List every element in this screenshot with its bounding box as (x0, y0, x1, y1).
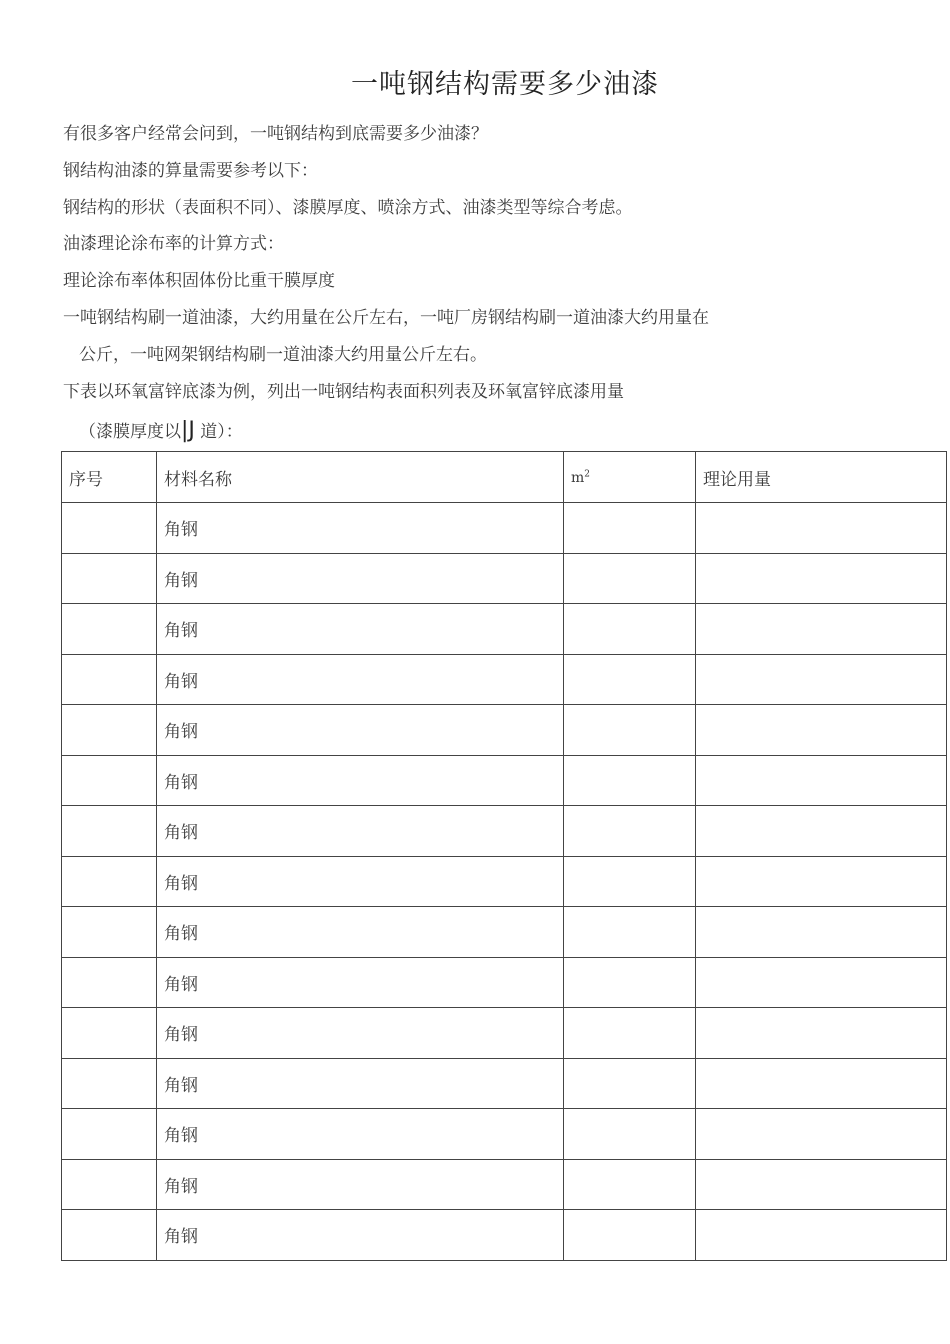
table-body (62, 452, 947, 1261)
cell-material-name: 角钢 (157, 503, 564, 554)
table-row (62, 907, 947, 958)
table-row (62, 1210, 947, 1261)
cell-index (62, 1058, 157, 1109)
cell-index (62, 1210, 157, 1261)
paragraph-factors: 钢结构的形状（表面积不同）、漆膜厚度、喷涂方式、油漆类型等综合考虑。 (63, 198, 633, 218)
cell-index (62, 1008, 157, 1059)
cell-index (62, 957, 157, 1008)
cell-usage (696, 1008, 947, 1059)
cell-material-name: 角钢 (157, 957, 564, 1008)
cell-area (564, 1159, 696, 1210)
cell-area (564, 1210, 696, 1261)
cell-area (564, 503, 696, 554)
area-unit-label (571, 470, 590, 486)
cell-index (62, 503, 157, 554)
cell-usage (696, 806, 947, 857)
cell-material-name: 角钢 (157, 553, 564, 604)
cell-usage (696, 755, 947, 806)
cell-area (564, 553, 696, 604)
note-before: （漆膜厚度以 (79, 422, 181, 442)
table-row (62, 957, 947, 1008)
table-row (62, 806, 947, 857)
cell-material-name: 角钢 (157, 755, 564, 806)
cell-index (62, 604, 157, 655)
cell-usage (696, 604, 947, 655)
paragraph-question: 有很多客户经常会问到，一吨钢结构到底需要多少油漆？ (63, 124, 488, 144)
cell-area (564, 1008, 696, 1059)
cell-area (564, 957, 696, 1008)
table-row (62, 856, 947, 907)
note-after: 道）： (194, 422, 243, 442)
cell-usage (696, 907, 947, 958)
cell-index (62, 755, 157, 806)
table-row (62, 604, 947, 655)
cell-material-name: 角钢 (157, 654, 564, 705)
table-header-row (62, 452, 947, 503)
document-title: 一吨钢结构需要多少油漆 (351, 69, 659, 100)
cell-index (62, 553, 157, 604)
cell-usage (696, 654, 947, 705)
cell-index (62, 654, 157, 705)
cell-usage (696, 705, 947, 756)
cell-material-name: 角钢 (157, 1058, 564, 1109)
cell-area (564, 856, 696, 907)
surface-area-table (61, 451, 947, 1261)
table-row (62, 503, 947, 554)
cell-area (564, 1058, 696, 1109)
table-row (62, 755, 947, 806)
cell-index (62, 1159, 157, 1210)
table-row (62, 1109, 947, 1160)
cell-index (62, 856, 157, 907)
header-index: 序号 (62, 452, 157, 503)
cell-index (62, 907, 157, 958)
table-row (62, 1159, 947, 1210)
header-area-unit (564, 452, 696, 503)
cell-index (62, 705, 157, 756)
cell-area (564, 705, 696, 756)
cell-material-name: 角钢 (157, 705, 564, 756)
paragraph-formula: 理论涂布率体积固体份比重干膜厚度 (63, 271, 335, 291)
table-row (62, 1058, 947, 1109)
cell-usage (696, 1210, 947, 1261)
cell-material-name: 角钢 (157, 1159, 564, 1210)
cell-usage (696, 1109, 947, 1160)
header-theoretical-usage: 理论用量 (696, 452, 947, 503)
cell-area (564, 1109, 696, 1160)
table-row (62, 553, 947, 604)
header-material-name: 材料名称 (157, 452, 564, 503)
cell-area (564, 654, 696, 705)
cell-usage (696, 553, 947, 604)
cell-usage (696, 503, 947, 554)
cell-material-name: 角钢 (157, 907, 564, 958)
cell-usage (696, 957, 947, 1008)
cell-material-name: 角钢 (157, 604, 564, 655)
table-row (62, 654, 947, 705)
paragraph-film-thickness-note (79, 420, 243, 443)
paragraph-table-intro: 下表以环氧富锌底漆为例，列出一吨钢结构表面积列表及环氧富锌底漆用量 (63, 382, 624, 402)
cell-area (564, 604, 696, 655)
cell-material-name: 角钢 (157, 806, 564, 857)
cell-index (62, 1109, 157, 1160)
cell-material-name: 角钢 (157, 1210, 564, 1261)
table-row (62, 705, 947, 756)
cell-area (564, 806, 696, 857)
cell-material-name: 角钢 (157, 1109, 564, 1160)
note-mark: |J (181, 418, 195, 443)
paragraph-formula-heading: 油漆理论涂布率的计算方式： (63, 234, 284, 254)
cell-material-name: 角钢 (157, 856, 564, 907)
paragraph-usage-line2: 公斤，一吨网架钢结构刷一道油漆大约用量公斤左右。 (79, 345, 487, 365)
cell-index (62, 806, 157, 857)
area-unit-superscript: 2 (584, 469, 591, 480)
paragraph-usage-line1: 一吨钢结构刷一道油漆，大约用量在公斤左右，一吨厂房钢结构刷一道油漆大约用量在 (63, 308, 709, 328)
cell-usage (696, 1058, 947, 1109)
cell-usage (696, 856, 947, 907)
cell-area (564, 755, 696, 806)
paragraph-reference: 钢结构油漆的算量需要参考以下： (63, 161, 318, 181)
table-row (62, 1008, 947, 1059)
cell-area (564, 907, 696, 958)
cell-usage (696, 1159, 947, 1210)
cell-material-name: 角钢 (157, 1008, 564, 1059)
area-unit-base: m (571, 470, 585, 486)
